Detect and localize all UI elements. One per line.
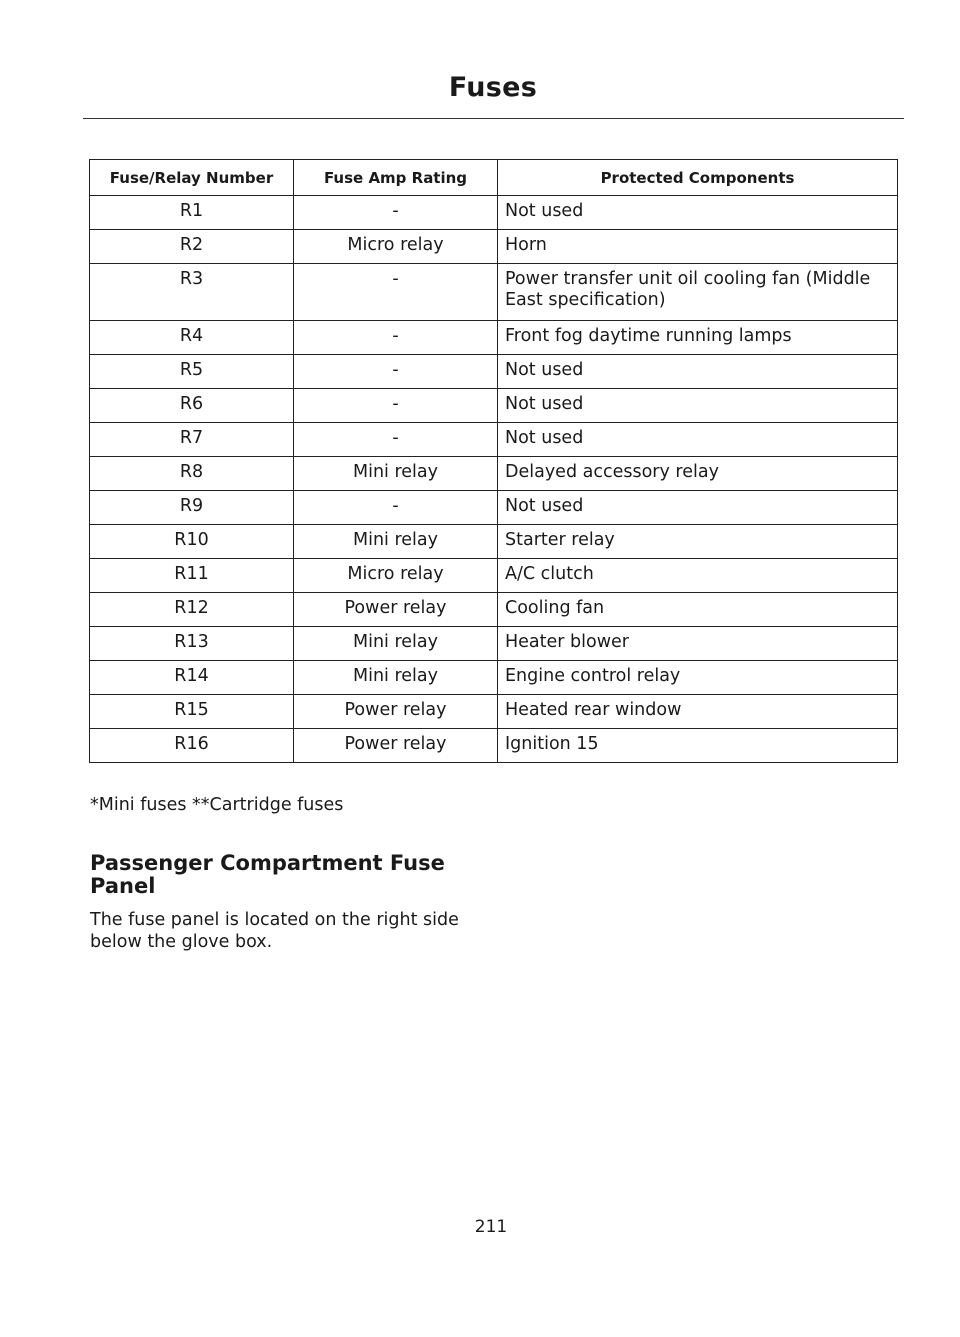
cell-number: R13 xyxy=(90,627,294,661)
cell-components: Not used xyxy=(498,389,898,423)
cell-number: R7 xyxy=(90,423,294,457)
cell-components: Delayed accessory relay xyxy=(498,457,898,491)
cell-components: Ignition 15 xyxy=(498,729,898,763)
cell-components: Starter relay xyxy=(498,525,898,559)
cell-amp: - xyxy=(294,389,498,423)
cell-components: Power transfer unit oil cooling fan (Middle East specification) xyxy=(498,264,898,321)
cell-amp: - xyxy=(294,264,498,321)
page-number: 211 xyxy=(474,1217,508,1237)
section-heading: Passenger Compartment Fuse Panel xyxy=(90,851,445,898)
body-paragraph: The fuse panel is located on the right side below the glove box. xyxy=(90,910,459,952)
cell-amp: - xyxy=(294,491,498,525)
table-row xyxy=(90,593,898,627)
page-header: Fuses xyxy=(448,72,538,103)
table-row xyxy=(90,695,898,729)
cell-amp: - xyxy=(294,423,498,457)
cell-components: Front fog daytime running lamps xyxy=(498,321,898,355)
cell-amp: - xyxy=(294,321,498,355)
cell-amp: Mini relay xyxy=(294,627,498,661)
table-row xyxy=(90,729,898,763)
table-header-row xyxy=(90,160,898,196)
cell-number: R2 xyxy=(90,230,294,264)
table-row xyxy=(90,389,898,423)
cell-number: R4 xyxy=(90,321,294,355)
cell-number: R16 xyxy=(90,729,294,763)
cell-amp: Mini relay xyxy=(294,661,498,695)
column-header-amp: Fuse Amp Rating xyxy=(294,160,498,196)
cell-amp: Mini relay xyxy=(294,457,498,491)
table-row xyxy=(90,355,898,389)
cell-amp: Power relay xyxy=(294,695,498,729)
column-header-number: Fuse/Relay Number xyxy=(90,160,294,196)
table-row xyxy=(90,559,898,593)
cell-components: Horn xyxy=(498,230,898,264)
cell-number: R3 xyxy=(90,264,294,321)
cell-number: R11 xyxy=(90,559,294,593)
table-row xyxy=(90,196,898,230)
cell-number: R1 xyxy=(90,196,294,230)
cell-components: Cooling fan xyxy=(498,593,898,627)
table-row xyxy=(90,661,898,695)
table-row xyxy=(90,457,898,491)
cell-amp: Power relay xyxy=(294,593,498,627)
table-row xyxy=(90,491,898,525)
cell-number: R14 xyxy=(90,661,294,695)
cell-components: Not used xyxy=(498,355,898,389)
cell-amp: - xyxy=(294,196,498,230)
cell-components: A/C clutch xyxy=(498,559,898,593)
cell-number: R10 xyxy=(90,525,294,559)
cell-number: R9 xyxy=(90,491,294,525)
cell-number: R8 xyxy=(90,457,294,491)
table-row xyxy=(90,321,898,355)
table-row xyxy=(90,525,898,559)
header-divider xyxy=(83,118,904,119)
cell-components: Heated rear window xyxy=(498,695,898,729)
cell-number: R12 xyxy=(90,593,294,627)
table-row xyxy=(90,423,898,457)
cell-amp: Micro relay xyxy=(294,559,498,593)
cell-components: Heater blower xyxy=(498,627,898,661)
fuse-relay-table xyxy=(89,159,898,763)
table-row xyxy=(90,627,898,661)
cell-amp: Mini relay xyxy=(294,525,498,559)
cell-amp: Power relay xyxy=(294,729,498,763)
column-header-components: Protected Components xyxy=(498,160,898,196)
table-row xyxy=(90,264,898,321)
cell-amp: - xyxy=(294,355,498,389)
cell-amp: Micro relay xyxy=(294,230,498,264)
table-footnote: *Mini fuses **Cartridge fuses xyxy=(90,795,344,815)
cell-number: R6 xyxy=(90,389,294,423)
cell-number: R15 xyxy=(90,695,294,729)
cell-components: Not used xyxy=(498,423,898,457)
cell-components: Engine control relay xyxy=(498,661,898,695)
cell-number: R5 xyxy=(90,355,294,389)
cell-components: Not used xyxy=(498,196,898,230)
table-row xyxy=(90,230,898,264)
cell-components: Not used xyxy=(498,491,898,525)
